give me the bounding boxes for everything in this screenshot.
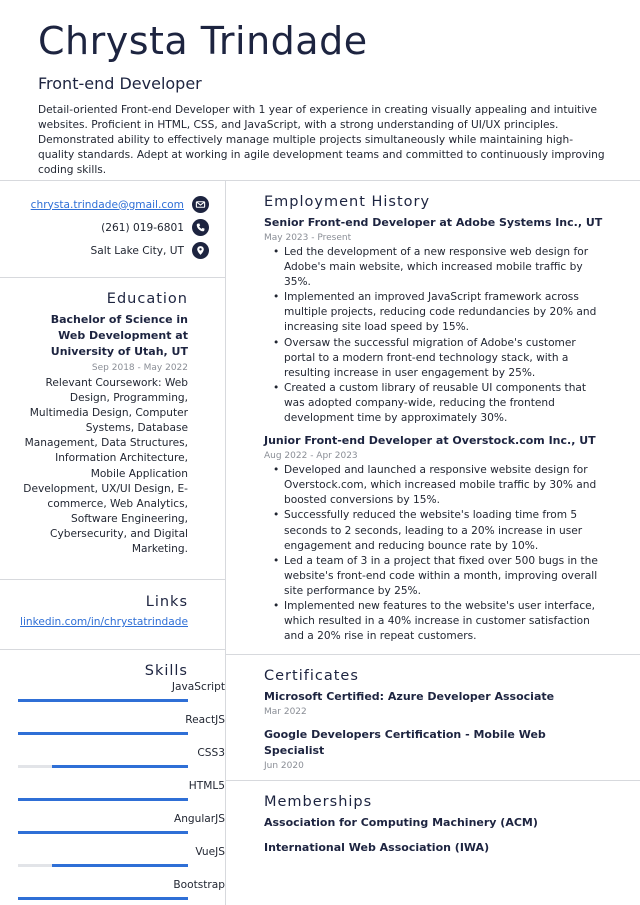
job-bullet: • Created a custom library of reusable UI components that was adopted company-wide, reducing the frontend development time by approximately 30%.: [264, 381, 608, 426]
job-bullet: • Implemented an improved JavaScript framework across multiple projects, reducing code redundancies by 20% and increasing site load speed by 15%.: [264, 290, 608, 335]
job-bullet: • Developed and launched a responsive website design for Overstock.com, which increased mobile traffic by 30% and boosted conversions by 15%.: [264, 463, 608, 508]
skill-level-fill: [18, 732, 188, 735]
job-title: Front-end Developer: [38, 74, 202, 93]
job-bullet: • Led the development of a new responsive web design for Adobe's main website, which increased mobile traffic by 35%.: [264, 245, 608, 290]
membership-list: [264, 815, 608, 856]
contact-phone-row: [16, 216, 209, 239]
certificates-heading: Certificates: [264, 668, 359, 684]
certificate-date: Mar 2022: [264, 707, 307, 717]
skill-level-bar: [18, 897, 188, 900]
skill-level-bar: [18, 699, 188, 702]
memberships-heading: Memberships: [264, 794, 373, 810]
skill-level-bar: [18, 732, 188, 735]
skill-item: [0, 877, 225, 905]
degree-title: Bachelor of Science in Web Development at University of Utah, UT: [50, 313, 188, 358]
certificates-section: [226, 655, 640, 780]
candidate-name: Chrysta Trindade: [38, 19, 368, 63]
job-position: Junior Front-end Developer at Overstock.com Inc., UT: [264, 434, 596, 448]
job-bullet: • Successfully reduced the website's loading time from 5 seconds to 2 seconds, leading to a 20% increase in user engagement and reducing bounce rate by 10%.: [264, 508, 608, 553]
linkedin-link[interactable]: linkedin.com/in/chrystatrindade: [20, 616, 188, 628]
contact-section: [0, 181, 225, 277]
certificate-name: Microsoft Certified: Azure Developer Associate: [264, 690, 555, 703]
job-entry: [264, 433, 608, 644]
skill-name: HTML5: [188, 780, 225, 792]
certificate-entry: [264, 727, 608, 771]
skill-level-fill: [18, 831, 188, 834]
certificate-entry: [264, 689, 608, 717]
skill-level-bar: [18, 831, 188, 834]
skill-name: Bootstrap: [173, 879, 225, 891]
education-section: [0, 278, 225, 579]
skill-level-fill: [18, 798, 188, 801]
relevant-coursework: Relevant Coursework: Web Design, Programming, Multimedia Design, Computer Systems, Database Management, Data Structures, Information Architecture, Mobile Application Development, UX/UI Design, E-commerce, Web Analytics, Software Engineering, Cybersecurity, and Digital Marketing.: [23, 377, 188, 556]
skill-list: [0, 679, 225, 905]
job-bullet: • Oversaw the successful migration of Adobe's customer portal to a modern front-end technology stack, with a resulting increase in user engagement by 25%.: [264, 336, 608, 381]
skill-item: [0, 778, 225, 807]
job-bullet: • Led a team of 3 in a project that fixed over 500 bugs in the website's front-end code within a month, improving overall site performance by 25%.: [264, 554, 608, 599]
skill-name: VueJS: [195, 846, 225, 858]
job-position: Senior Front-end Developer at Adobe Systems Inc., UT: [264, 216, 603, 229]
certificate-name: Google Developers Certification - Mobile Web Specialist: [264, 728, 546, 757]
membership-item: Association for Computing Machinery (ACM): [264, 816, 538, 829]
skill-item: [0, 712, 225, 741]
phone-number: (261) 019-6801: [101, 221, 184, 234]
location-text: Salt Lake City, UT: [90, 244, 184, 257]
skills-section: [0, 650, 225, 905]
links-heading: Links: [145, 594, 188, 610]
certificate-date: Jun 2020: [264, 761, 304, 771]
job-entry: [264, 215, 608, 426]
skill-name: AngularJS: [173, 813, 225, 825]
skill-level-bar: [18, 765, 188, 768]
resume-header: [38, 18, 608, 178]
location-pin-icon: [192, 242, 209, 259]
skill-level-fill: [52, 765, 188, 768]
profile-summary: Detail-oriented Front-end Developer with 1 year of experience in creating visually appealing and intuitive websites. Proficient in HTML, CSS, and JavaScript, with a strong understanding of UI/UX principles. Demonstrated ability to effectively manage multiple projects simultaneously while maintaining high-quality standards. Adept at working in agile development teams and committed to continuously improving coding skills.: [38, 104, 605, 176]
skill-item: [0, 844, 225, 873]
certificate-list: [264, 689, 608, 771]
skills-heading-wrap: [0, 663, 225, 679]
skills-heading: Skills: [144, 663, 188, 679]
membership-item: International Web Association (IWA): [264, 841, 490, 854]
email-icon: [192, 196, 209, 213]
skill-name: ReactJS: [185, 714, 225, 726]
skill-name: JavaScript: [171, 681, 225, 693]
skill-name: CSS3: [197, 747, 225, 759]
phone-icon: [192, 219, 209, 236]
job-bullet: • Implemented new features to the website's user interface, which resulted in a 40% increase in customer satisfaction and a 20% rise in repeat customers.: [264, 599, 608, 644]
right-column: [226, 181, 640, 856]
left-column: [0, 181, 225, 905]
skill-item: [0, 811, 225, 840]
education-dates: Sep 2018 - May 2022: [91, 363, 188, 373]
education-heading: Education: [106, 291, 188, 307]
skill-level-fill: [52, 864, 188, 867]
job-dates: Aug 2022 - Apr 2023: [264, 451, 358, 462]
email-link[interactable]: chrysta.trindade@gmail.com: [30, 198, 184, 211]
contact-location-row: [16, 239, 209, 262]
contact-email-row: [16, 193, 209, 216]
job-bullets: [264, 463, 608, 644]
skill-level-fill: [18, 897, 188, 900]
job-dates: May 2023 - Present: [264, 233, 352, 243]
memberships-section: [226, 781, 640, 856]
job-list: [264, 215, 608, 644]
skill-level-bar: [18, 798, 188, 801]
skill-level-fill: [18, 699, 188, 702]
skill-item: [0, 679, 225, 708]
job-bullets: [264, 245, 608, 426]
skill-item: [0, 745, 225, 774]
links-section: [0, 580, 225, 649]
skill-level-bar: [18, 864, 188, 867]
employment-heading: Employment History: [264, 194, 431, 210]
employment-section: [226, 181, 640, 654]
